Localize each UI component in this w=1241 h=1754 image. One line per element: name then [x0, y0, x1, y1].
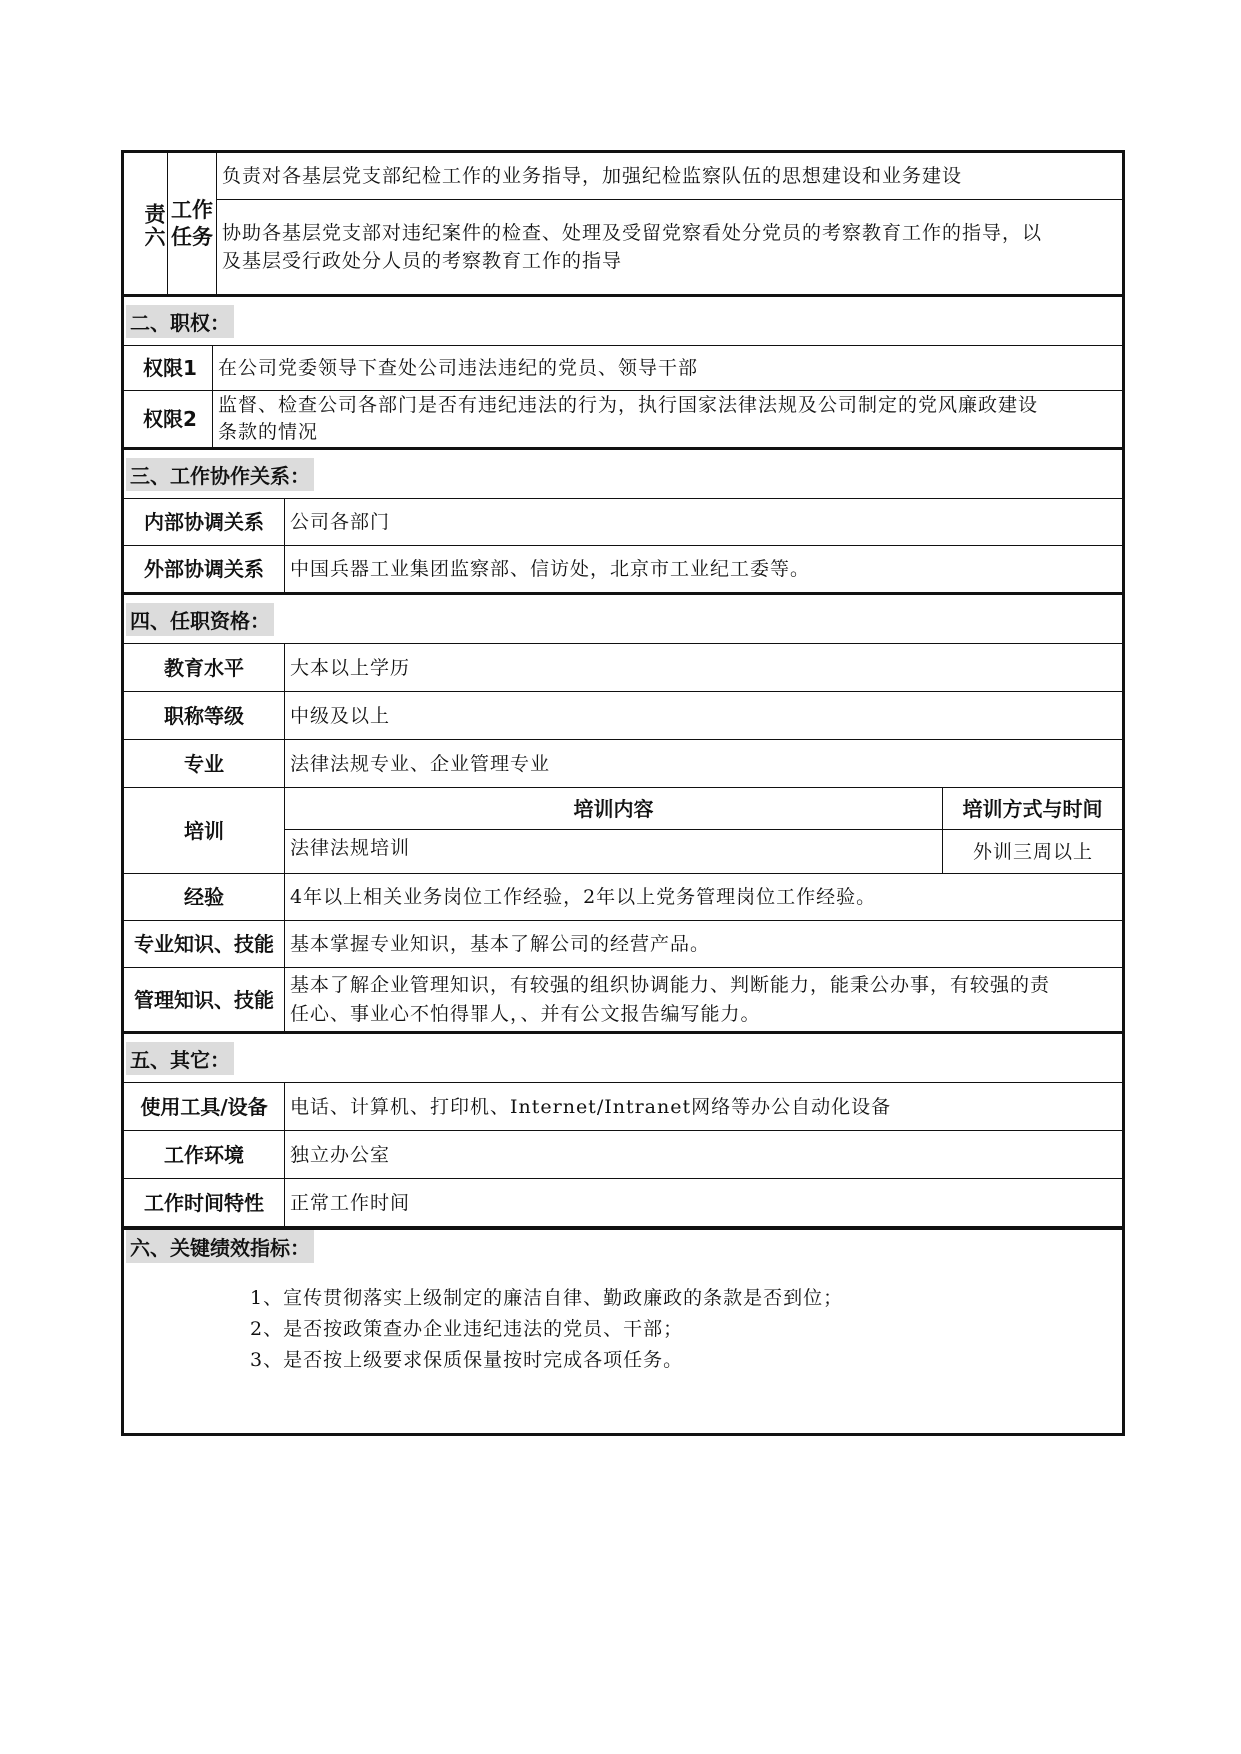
environment-value: 独立办公室 [290, 1143, 391, 1166]
training-method-value: 外训三周以上 [972, 840, 1093, 863]
job-description-document [121, 150, 1125, 1436]
training-content-header: 培训内容 [285, 788, 943, 829]
section-title-others: 五、其它： [124, 1034, 1122, 1082]
internal-cooperation-row [124, 498, 1122, 545]
prof-skill-label: 专业知识、技能 [124, 921, 285, 967]
mgmt-skill-label: 管理知识、技能 [124, 968, 285, 1031]
mgmt-skill-value: 基本了解企业管理知识，有较强的组织协调能力、判断能力，能秉公办事，有较强的责 任心、事业心不怕得罪人，、并有公文报告编写能力。 [290, 973, 1051, 1025]
work-time-row [124, 1178, 1122, 1226]
authority-section [121, 297, 1125, 450]
section-title-authority: 二、职权： [124, 297, 1122, 345]
title-grade-row [124, 691, 1122, 739]
work-time-label: 工作时间特性 [124, 1179, 285, 1226]
duty-section [121, 150, 1125, 297]
tools-value: 电话、计算机、打印机、Internet/Intranet网络等办公自动化设备 [290, 1095, 892, 1118]
internal-cooperation-value: 公司各部门 [290, 511, 391, 533]
kpi-item: 3、是否按上级要求保质保量按时完成各项任务。 [250, 1349, 684, 1371]
major-row [124, 739, 1122, 787]
environment-label: 工作环境 [124, 1131, 285, 1178]
title-grade-value: 中级及以上 [290, 704, 391, 727]
experience-row [124, 873, 1122, 920]
authority-label: 权限1 [124, 346, 213, 390]
task-list [217, 153, 1122, 294]
authority-row [124, 345, 1122, 390]
task-item: 协助各基层党支部对违纪案件的检查、处理及受留党察看处分党员的考察教育工作的指导，以 及基层受行政处分人员的考察教育工作的指导 [222, 222, 1043, 272]
section-title-qualifications: 四、任职资格： [124, 595, 1122, 643]
duty-left-label-text: 责六 [142, 202, 166, 249]
work-task-label [168, 153, 217, 294]
section-title-cooperation: 三、工作协作关系： [124, 450, 1122, 498]
major-label: 专业 [124, 740, 285, 787]
kpi-item: 1、宣传贯彻落实上级制定的廉洁自律、勤政廉政的条款是否到位； [250, 1287, 844, 1309]
internal-cooperation-label: 内部协调关系 [124, 499, 285, 545]
cooperation-section [121, 450, 1125, 595]
prof-skill-value: 基本掌握专业知识，基本了解公司的经营产品。 [290, 933, 711, 955]
section-title-kpi: 六、关键绩效指标： [124, 1230, 314, 1264]
work-time-value: 正常工作时间 [290, 1191, 411, 1214]
authority-label: 权限2 [124, 391, 213, 447]
training-content-value: 法律法规培训 [285, 830, 943, 873]
title-grade-label: 职称等级 [124, 692, 285, 739]
education-row [124, 643, 1122, 691]
external-cooperation-row [124, 545, 1122, 592]
external-cooperation-value: 中国兵器工业集团监察部、信访处，北京市工业纪工委等。 [290, 558, 811, 580]
authority-text: 监督、检查公司各部门是否有违纪违法的行为，执行国家法律法规及公司制定的党风廉政建设 条款的情况 [218, 394, 1039, 443]
training-data-row [285, 830, 1122, 873]
task-item: 负责对各基层党支部纪检工作的业务指导，加强纪检监察队伍的思想建设和业务建设 [217, 153, 1122, 200]
kpi-section [121, 1229, 1125, 1436]
kpi-list [124, 1263, 1122, 1433]
environment-row [124, 1130, 1122, 1178]
experience-value: 4年以上相关业务岗位工作经验，2年以上党务管理岗位工作经验。 [290, 886, 877, 908]
kpi-title-row [124, 1229, 1122, 1263]
training-header-row [285, 788, 1122, 830]
education-value: 大本以上学历 [290, 656, 411, 679]
education-label: 教育水平 [124, 644, 285, 691]
prof-skill-row [124, 920, 1122, 967]
tools-row [124, 1082, 1122, 1130]
training-label: 培训 [124, 788, 285, 873]
training-table [285, 788, 1122, 873]
authority-row [124, 390, 1122, 447]
kpi-item: 2、是否按政策查办企业违纪违法的党员、干部； [250, 1318, 684, 1340]
training-method-header: 培训方式与时间 [962, 796, 1103, 821]
work-task-label-text: 工作任务 [171, 197, 213, 249]
major-value: 法律法规专业、企业管理专业 [290, 752, 551, 775]
training-row [124, 787, 1122, 873]
tools-label: 使用工具/设备 [124, 1083, 285, 1130]
others-section [121, 1034, 1125, 1229]
experience-label: 经验 [124, 874, 285, 920]
mgmt-skill-row [124, 967, 1122, 1031]
authority-text: 在公司党委领导下查处公司违法违纪的党员、领导干部 [218, 357, 699, 379]
duty-left-label [124, 153, 168, 294]
qualifications-section [121, 595, 1125, 1034]
external-cooperation-label: 外部协调关系 [124, 546, 285, 592]
